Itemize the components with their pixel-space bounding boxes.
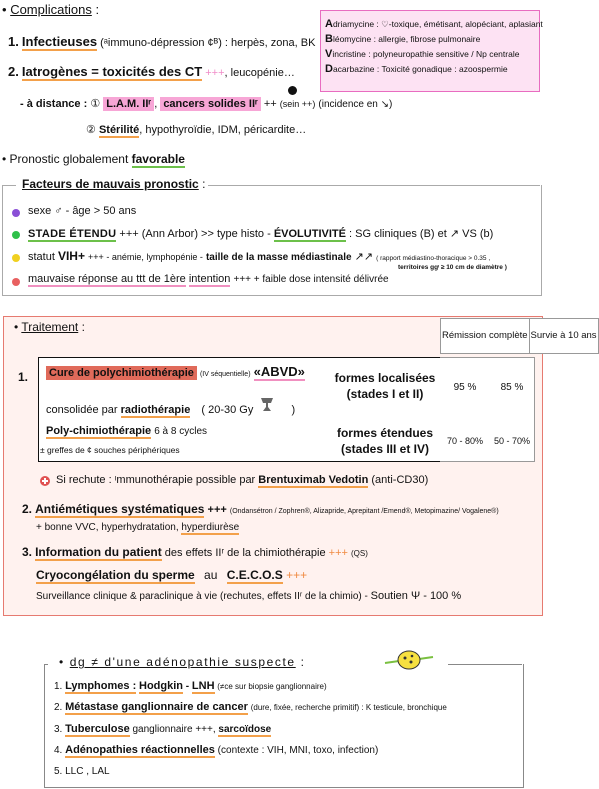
facteur-sexe-age: sexe ♂ - âge > 50 ans xyxy=(28,205,137,217)
abvd-adriamycine: Adriamycine : ♡-toxique, émétisant, alopéciant, aplasiant xyxy=(325,18,543,30)
antiemetiques-line2: + bonne VVC, hyperhydratation, hyperdiurèse xyxy=(36,522,240,533)
cancers-solides-label: cancers solides IIʳ xyxy=(160,97,261,111)
facteur-vih-note: territoires ggᶦ ≥ 10 cm de diamètre ) xyxy=(398,264,507,271)
traitement-header: • Traitement : xyxy=(14,320,85,334)
abvd-bleomycine: Bléomycine : allergie, fibrose pulmonaire xyxy=(325,33,481,45)
dg-item-metastase: 2. Métastase ganglionnaire de cancer (dure, fixée, recherche primitif) : K testicule, bronchique xyxy=(54,701,447,713)
pronostic-favorable: favorable xyxy=(131,152,185,166)
abvd-dacarbazine: Dacarbazine : Toxicité gonadique : azoospermie xyxy=(325,63,508,75)
col-remission: Rémission complète xyxy=(441,319,530,354)
complications-header: • Complications : xyxy=(2,2,100,17)
complication-sterilite: ② Stérilité, hypothyroïdie, IDM, péricardite… xyxy=(86,124,307,136)
pronostic-header: • Pronostic globalement favorable xyxy=(2,152,185,166)
dg-item-lymphomes: 1. Lymphomes : Hodgkin - LNH (≠ce sur biopsie ganglionnaire) xyxy=(54,680,327,692)
col-survie: Survie à 10 ans xyxy=(529,319,598,354)
complication-iatrogenes: 2. Iatrogènes = toxicités des CT +++, leucopénie… xyxy=(8,64,295,79)
green-bullet-icon xyxy=(12,231,20,239)
dg-title: dg ≠ d'une adénopathie suspecte xyxy=(69,655,296,669)
infectieuses-title: Infectieuses xyxy=(21,34,98,49)
dg-item-tuberculose: 3. Tuberculose ganglionnaire +++, sarcoïdose xyxy=(54,723,272,735)
facteurs-title: Facteurs de mauvais pronostic xyxy=(22,177,199,191)
radiotherapy-icon xyxy=(256,395,278,416)
surveillance-line: Surveillance clinique & paraclinique à vie (rechutes, effets IIʳ de la chimio) - Soutien Ψ - 100 % xyxy=(36,590,462,602)
antiemetiques-line: 2. Antiémétiques systématiques +++ (Ondansétron / Zophren®, Alizapride, Aprepitant /Emend®, Metopimazine/ Vogalene®) xyxy=(22,502,499,516)
complication-infectieuses: 1. Infectieuses (ᵃimmuno-dépression ¢ᴮ) : herpès, zona, BK xyxy=(8,34,316,49)
traitement-title: Traitement xyxy=(21,320,79,334)
information-patient-line: 3. Information du patient des effets IIʳ de la chimiothérapie +++ (QS) xyxy=(22,545,368,559)
dg-item-llc-lal: 5. LLC , LAL xyxy=(54,766,110,777)
purple-bullet-icon xyxy=(12,209,20,217)
cure-polychimio: Cure de polychimiothérapie xyxy=(46,366,197,380)
red-bullet-icon xyxy=(12,278,20,286)
dg-item-reactionnelles: 4. Adénopathies réactionnelles (contexte : VIH, MNI, toxo, infection) xyxy=(54,744,379,756)
plus-circle-icon xyxy=(40,476,50,486)
traitement-table-head xyxy=(440,318,599,354)
iatrogenes-title: Iatrogènes = toxicités des CT xyxy=(21,64,203,79)
bomb-icon xyxy=(288,86,297,95)
row2-survie: 50 - 70% xyxy=(493,436,531,446)
abvd-list xyxy=(325,17,543,77)
row1-radio-line: consolidée par radiothérapie ( 20-30 Gy ) xyxy=(46,395,295,416)
row1-survie: 85 % xyxy=(500,382,524,393)
facteur-stade-etendu: STADE ÉTENDU +++ (Ann Arbor) >> type histo - ÉVOLUTIVITÉ : SG cliniques (B) et ↗ VS (b) xyxy=(28,228,494,240)
row2-greffes: ± greffes de ¢ souches périphériques xyxy=(40,445,180,455)
sterilite-title: Stérilité xyxy=(98,124,140,136)
lymph-node-icon xyxy=(385,649,433,676)
row1-form: formes localisées (stades I et II) xyxy=(334,371,436,401)
lam-label: L.A.M. IIʳ xyxy=(103,97,154,111)
yellow-bullet-icon xyxy=(12,254,20,262)
facteur-mauvaise-reponse: mauvaise réponse au ttt de 1ère intention +++ + faible dose intensité délivrée xyxy=(28,273,389,285)
abvd-vincristine: Vincristine : polyneuropathie sensitive / Np centrale xyxy=(325,48,520,60)
facteur-vih: statut VIH+ +++ - anémie, lymphopénie - taille de la masse médiastinale ↗↗ ( rapport médiastino-thoracique > 0.35 , xyxy=(28,249,491,263)
abvd-label: «ABVD» xyxy=(253,364,305,379)
complication-a-distance: - à distance : ① L.A.M. IIʳ , cancers solides IIʳ ++ (sein ++) (incidence en ↘) xyxy=(20,98,393,110)
dg-header: • dg ≠ d'une adénopathie suspecte : xyxy=(56,655,309,669)
facteurs-title-row: Facteurs de mauvais pronostic : xyxy=(22,177,206,191)
complications-title: Complications xyxy=(10,2,92,17)
cryo-line: Cryocongélation du sperme au C.E.C.O.S +++ xyxy=(36,568,308,582)
row2-form: formes étendues (stades III et IV) xyxy=(336,426,434,456)
row2-title-line: Poly-chimiothérapie 6 à 8 cycles xyxy=(46,425,208,437)
rechute-line: Si rechute : ᶦmmunothérapie possible par Brentuximab Vedotin (anti-CD30) xyxy=(56,474,429,486)
row1-title-line: Cure de polychimiothérapie (IV séquentielle) «ABVD» xyxy=(46,364,305,379)
row1-remission: 95 % xyxy=(453,382,477,393)
row2-remission: 70 - 80% xyxy=(446,436,484,446)
